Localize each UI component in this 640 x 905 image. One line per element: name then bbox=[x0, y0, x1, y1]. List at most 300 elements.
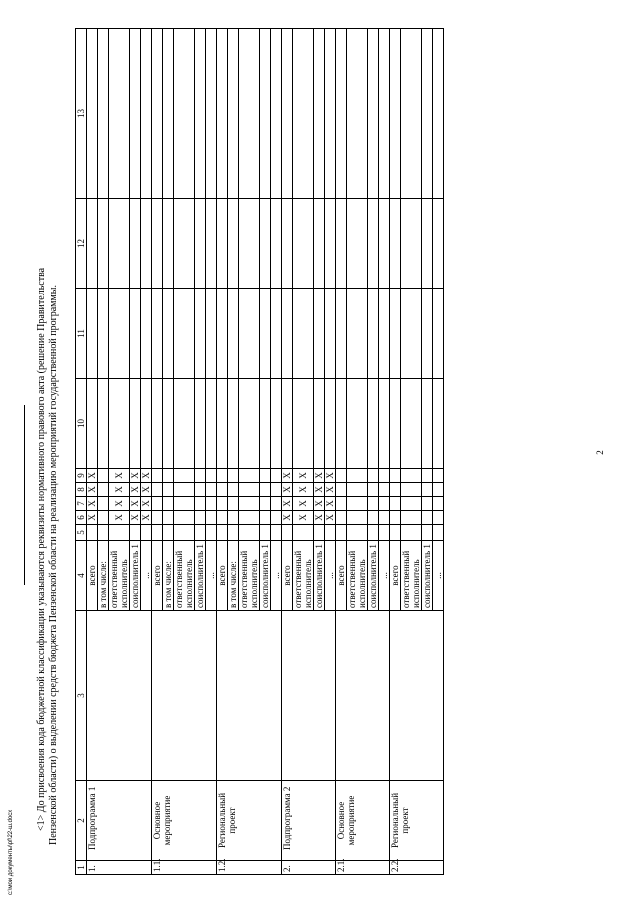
value-cell-5 bbox=[379, 525, 390, 541]
mark-cell-7 bbox=[174, 497, 195, 511]
value-cell-12 bbox=[390, 199, 401, 289]
value-cell-12 bbox=[163, 199, 174, 289]
column-number-3: 3 bbox=[76, 611, 87, 781]
value-cell-11 bbox=[336, 289, 347, 379]
value-cell-11 bbox=[217, 289, 228, 379]
mark-cell-6: Х bbox=[282, 511, 293, 525]
value-cell-13 bbox=[206, 29, 217, 199]
mark-cell-8 bbox=[422, 483, 433, 497]
funding-source-label: ... bbox=[206, 541, 217, 611]
mark-cell-6 bbox=[368, 511, 379, 525]
value-cell-13 bbox=[379, 29, 390, 199]
value-cell-10 bbox=[260, 379, 271, 469]
mark-cell-6: Х bbox=[141, 511, 152, 525]
mark-cell-6 bbox=[422, 511, 433, 525]
mark-cell-6 bbox=[336, 511, 347, 525]
column-number-7: 7 bbox=[76, 497, 87, 511]
mark-cell-6: Х bbox=[130, 511, 141, 525]
value-cell-13 bbox=[422, 29, 433, 199]
funding-source-label: соисполнитель 1 bbox=[260, 541, 271, 611]
value-cell-5 bbox=[109, 525, 130, 541]
value-cell-5 bbox=[347, 525, 368, 541]
value-cell-5 bbox=[87, 525, 98, 541]
mark-cell-8 bbox=[206, 483, 217, 497]
mark-cell-7 bbox=[195, 497, 206, 511]
footnote-line-2: Пензенской области) о выделении средств бюджета Пензенской области на реализацию мероприятий государственной программы. bbox=[48, 284, 59, 845]
table-row bbox=[217, 29, 228, 875]
value-cell-10 bbox=[109, 379, 130, 469]
funding-source-label: ответственный исполнитель bbox=[109, 541, 130, 611]
funding-source-label: ответственный исполнитель bbox=[347, 541, 368, 611]
column-number-1: 1 bbox=[76, 861, 87, 875]
value-cell-12 bbox=[195, 199, 206, 289]
table-row bbox=[336, 29, 347, 875]
value-cell-11 bbox=[260, 289, 271, 379]
column-number-13: 13 bbox=[76, 29, 87, 199]
mark-cell-9 bbox=[336, 469, 347, 483]
value-cell-10 bbox=[390, 379, 401, 469]
funding-source-label: ответственный исполнитель bbox=[174, 541, 195, 611]
value-cell-10 bbox=[98, 379, 109, 469]
row-number: 2. bbox=[282, 861, 336, 875]
value-cell-10 bbox=[401, 379, 422, 469]
column-number-2: 2 bbox=[76, 781, 87, 861]
mark-cell-8: Х bbox=[87, 483, 98, 497]
value-cell-12 bbox=[141, 199, 152, 289]
mark-cell-6 bbox=[206, 511, 217, 525]
mark-cell-9 bbox=[271, 469, 282, 483]
mark-cell-9 bbox=[390, 469, 401, 483]
value-cell-13 bbox=[390, 29, 401, 199]
value-cell-5 bbox=[401, 525, 422, 541]
mark-cell-8 bbox=[260, 483, 271, 497]
value-cell-5 bbox=[130, 525, 141, 541]
program-table bbox=[75, 28, 444, 875]
mark-cell-8 bbox=[368, 483, 379, 497]
value-cell-12 bbox=[260, 199, 271, 289]
value-cell-11 bbox=[368, 289, 379, 379]
value-cell-5 bbox=[368, 525, 379, 541]
item-name: Основное мероприятие bbox=[152, 781, 217, 861]
mark-cell-6 bbox=[260, 511, 271, 525]
value-cell-5 bbox=[433, 525, 444, 541]
funding-source-label: всего bbox=[87, 541, 98, 611]
column-numbers-row bbox=[76, 29, 87, 875]
column-number-11: 11 bbox=[76, 289, 87, 379]
value-cell-10 bbox=[282, 379, 293, 469]
column-number-8: 8 bbox=[76, 483, 87, 497]
budget-code-cell bbox=[336, 611, 390, 781]
mark-cell-8 bbox=[195, 483, 206, 497]
mark-cell-8 bbox=[174, 483, 195, 497]
funding-source-label: всего bbox=[336, 541, 347, 611]
mark-cell-8 bbox=[152, 483, 163, 497]
value-cell-10 bbox=[228, 379, 239, 469]
mark-cell-9: Х bbox=[141, 469, 152, 483]
mark-cell-9 bbox=[174, 469, 195, 483]
mark-cell-6 bbox=[152, 511, 163, 525]
value-cell-11 bbox=[282, 289, 293, 379]
column-number-12: 12 bbox=[76, 199, 87, 289]
mark-cell-9 bbox=[195, 469, 206, 483]
mark-cell-7: Х bbox=[109, 497, 130, 511]
funding-source-label: ответственный исполнитель bbox=[293, 541, 314, 611]
value-cell-12 bbox=[217, 199, 228, 289]
value-cell-5 bbox=[174, 525, 195, 541]
value-cell-12 bbox=[379, 199, 390, 289]
value-cell-12 bbox=[336, 199, 347, 289]
mark-cell-7 bbox=[336, 497, 347, 511]
mark-cell-6 bbox=[379, 511, 390, 525]
mark-cell-9 bbox=[228, 469, 239, 483]
value-cell-12 bbox=[130, 199, 141, 289]
mark-cell-7: Х bbox=[314, 497, 325, 511]
value-cell-11 bbox=[87, 289, 98, 379]
value-cell-11 bbox=[239, 289, 260, 379]
mark-cell-7 bbox=[433, 497, 444, 511]
mark-cell-6 bbox=[390, 511, 401, 525]
value-cell-5 bbox=[422, 525, 433, 541]
column-number-6: 6 bbox=[76, 511, 87, 525]
value-cell-5 bbox=[195, 525, 206, 541]
funding-source-label: всего bbox=[390, 541, 401, 611]
value-cell-13 bbox=[271, 29, 282, 199]
mark-cell-8 bbox=[401, 483, 422, 497]
mark-cell-8: Х bbox=[293, 483, 314, 497]
funding-source-label: всего bbox=[217, 541, 228, 611]
mark-cell-9: Х bbox=[130, 469, 141, 483]
value-cell-13 bbox=[174, 29, 195, 199]
funding-source-label: соисполнитель 1 bbox=[368, 541, 379, 611]
funding-source-label: ... bbox=[325, 541, 336, 611]
mark-cell-8 bbox=[271, 483, 282, 497]
value-cell-5 bbox=[98, 525, 109, 541]
mark-cell-7: Х bbox=[141, 497, 152, 511]
value-cell-11 bbox=[347, 289, 368, 379]
funding-source-label: в том числе: bbox=[163, 541, 174, 611]
mark-cell-8 bbox=[98, 483, 109, 497]
value-cell-13 bbox=[195, 29, 206, 199]
value-cell-5 bbox=[163, 525, 174, 541]
value-cell-11 bbox=[390, 289, 401, 379]
value-cell-12 bbox=[271, 199, 282, 289]
mark-cell-7 bbox=[390, 497, 401, 511]
footnote bbox=[36, 45, 60, 845]
mark-cell-9 bbox=[239, 469, 260, 483]
value-cell-12 bbox=[206, 199, 217, 289]
mark-cell-7 bbox=[206, 497, 217, 511]
value-cell-5 bbox=[217, 525, 228, 541]
funding-source-label: соисполнитель 1 bbox=[130, 541, 141, 611]
value-cell-13 bbox=[87, 29, 98, 199]
mark-cell-6 bbox=[228, 511, 239, 525]
value-cell-11 bbox=[163, 289, 174, 379]
funding-source-label: ... bbox=[141, 541, 152, 611]
value-cell-12 bbox=[368, 199, 379, 289]
value-cell-11 bbox=[174, 289, 195, 379]
value-cell-5 bbox=[206, 525, 217, 541]
value-cell-11 bbox=[433, 289, 444, 379]
table-row bbox=[282, 29, 293, 875]
row-number: 2.2. bbox=[390, 861, 444, 875]
mark-cell-6 bbox=[433, 511, 444, 525]
table-row bbox=[152, 29, 163, 875]
mark-cell-6: Х bbox=[109, 511, 130, 525]
mark-cell-8 bbox=[228, 483, 239, 497]
value-cell-11 bbox=[379, 289, 390, 379]
value-cell-13 bbox=[282, 29, 293, 199]
value-cell-13 bbox=[152, 29, 163, 199]
row-number: 1.1. bbox=[152, 861, 217, 875]
value-cell-13 bbox=[260, 29, 271, 199]
value-cell-5 bbox=[325, 525, 336, 541]
mark-cell-7 bbox=[401, 497, 422, 511]
value-cell-12 bbox=[325, 199, 336, 289]
value-cell-13 bbox=[433, 29, 444, 199]
mark-cell-9 bbox=[163, 469, 174, 483]
value-cell-12 bbox=[282, 199, 293, 289]
mark-cell-9: Х bbox=[325, 469, 336, 483]
mark-cell-6: Х bbox=[325, 511, 336, 525]
value-cell-10 bbox=[433, 379, 444, 469]
value-cell-10 bbox=[293, 379, 314, 469]
funding-source-label: ... bbox=[271, 541, 282, 611]
column-number-9: 9 bbox=[76, 469, 87, 483]
mark-cell-8 bbox=[347, 483, 368, 497]
value-cell-10 bbox=[163, 379, 174, 469]
row-number: 1.2. bbox=[217, 861, 282, 875]
funding-source-label: ... bbox=[433, 541, 444, 611]
mark-cell-8: Х bbox=[141, 483, 152, 497]
value-cell-11 bbox=[228, 289, 239, 379]
mark-cell-8 bbox=[163, 483, 174, 497]
value-cell-12 bbox=[314, 199, 325, 289]
column-number-10: 10 bbox=[76, 379, 87, 469]
mark-cell-8: Х bbox=[109, 483, 130, 497]
value-cell-13 bbox=[314, 29, 325, 199]
value-cell-10 bbox=[422, 379, 433, 469]
column-number-4: 4 bbox=[76, 541, 87, 611]
value-cell-12 bbox=[98, 199, 109, 289]
value-cell-13 bbox=[336, 29, 347, 199]
value-cell-10 bbox=[239, 379, 260, 469]
item-name: Основное мероприятие bbox=[336, 781, 390, 861]
mark-cell-8: Х bbox=[282, 483, 293, 497]
funding-source-label: в том числе: bbox=[98, 541, 109, 611]
mark-cell-7 bbox=[271, 497, 282, 511]
value-cell-12 bbox=[109, 199, 130, 289]
value-cell-5 bbox=[228, 525, 239, 541]
mark-cell-7: Х bbox=[130, 497, 141, 511]
funding-source-label: ответственный исполнитель bbox=[401, 541, 422, 611]
value-cell-11 bbox=[109, 289, 130, 379]
value-cell-13 bbox=[368, 29, 379, 199]
mark-cell-9 bbox=[401, 469, 422, 483]
value-cell-13 bbox=[163, 29, 174, 199]
mark-cell-8 bbox=[379, 483, 390, 497]
funding-source-label: всего bbox=[282, 541, 293, 611]
value-cell-10 bbox=[336, 379, 347, 469]
mark-cell-9 bbox=[152, 469, 163, 483]
mark-cell-8 bbox=[433, 483, 444, 497]
value-cell-10 bbox=[87, 379, 98, 469]
mark-cell-6 bbox=[239, 511, 260, 525]
value-cell-11 bbox=[314, 289, 325, 379]
value-cell-11 bbox=[98, 289, 109, 379]
mark-cell-9 bbox=[206, 469, 217, 483]
mark-cell-8 bbox=[239, 483, 260, 497]
value-cell-10 bbox=[325, 379, 336, 469]
mark-cell-8 bbox=[390, 483, 401, 497]
value-cell-13 bbox=[347, 29, 368, 199]
mark-cell-7: Х bbox=[325, 497, 336, 511]
value-cell-11 bbox=[130, 289, 141, 379]
budget-code-cell bbox=[152, 611, 217, 781]
mark-cell-9: Х bbox=[314, 469, 325, 483]
value-cell-11 bbox=[152, 289, 163, 379]
mark-cell-7 bbox=[379, 497, 390, 511]
value-cell-5 bbox=[390, 525, 401, 541]
value-cell-10 bbox=[141, 379, 152, 469]
funding-source-label: всего bbox=[152, 541, 163, 611]
mark-cell-9 bbox=[98, 469, 109, 483]
mark-cell-9 bbox=[433, 469, 444, 483]
value-cell-10 bbox=[152, 379, 163, 469]
value-cell-11 bbox=[195, 289, 206, 379]
mark-cell-6 bbox=[195, 511, 206, 525]
value-cell-5 bbox=[239, 525, 260, 541]
budget-code-cell bbox=[217, 611, 282, 781]
mark-cell-6 bbox=[163, 511, 174, 525]
value-cell-11 bbox=[293, 289, 314, 379]
value-cell-13 bbox=[130, 29, 141, 199]
value-cell-11 bbox=[141, 289, 152, 379]
funding-source-label: соисполнитель 1 bbox=[314, 541, 325, 611]
value-cell-13 bbox=[228, 29, 239, 199]
item-name: Подпрограмма 1 bbox=[87, 781, 152, 861]
value-cell-5 bbox=[282, 525, 293, 541]
mark-cell-6 bbox=[217, 511, 228, 525]
value-cell-13 bbox=[293, 29, 314, 199]
budget-code-cell bbox=[282, 611, 336, 781]
row-number: 1. bbox=[87, 861, 152, 875]
mark-cell-9: Х bbox=[87, 469, 98, 483]
mark-cell-7: Х bbox=[282, 497, 293, 511]
budget-code-cell bbox=[87, 611, 152, 781]
value-cell-11 bbox=[401, 289, 422, 379]
value-cell-10 bbox=[314, 379, 325, 469]
value-cell-12 bbox=[347, 199, 368, 289]
mark-cell-6 bbox=[98, 511, 109, 525]
table-row bbox=[87, 29, 98, 875]
item-name: Региональный проект bbox=[390, 781, 444, 861]
mark-cell-6 bbox=[347, 511, 368, 525]
value-cell-13 bbox=[141, 29, 152, 199]
mark-cell-7 bbox=[228, 497, 239, 511]
mark-cell-8: Х bbox=[314, 483, 325, 497]
mark-cell-9 bbox=[217, 469, 228, 483]
mark-cell-9 bbox=[260, 469, 271, 483]
budget-code-cell bbox=[390, 611, 444, 781]
value-cell-13 bbox=[325, 29, 336, 199]
mark-cell-6: Х bbox=[293, 511, 314, 525]
footnote-line-1: <1> До присвоения кода бюджетной классификации указываются реквизиты нормативного правового акта (решение Правительства bbox=[36, 267, 47, 831]
value-cell-10 bbox=[195, 379, 206, 469]
footnote-separator bbox=[24, 405, 25, 585]
mark-cell-7 bbox=[422, 497, 433, 511]
value-cell-5 bbox=[260, 525, 271, 541]
value-cell-10 bbox=[368, 379, 379, 469]
value-cell-5 bbox=[271, 525, 282, 541]
mark-cell-6: Х bbox=[87, 511, 98, 525]
value-cell-12 bbox=[87, 199, 98, 289]
mark-cell-6 bbox=[271, 511, 282, 525]
page-number: 2 bbox=[595, 450, 605, 455]
value-cell-5 bbox=[336, 525, 347, 541]
value-cell-5 bbox=[314, 525, 325, 541]
mark-cell-8 bbox=[217, 483, 228, 497]
funding-source-label: соисполнитель 1 bbox=[422, 541, 433, 611]
mark-cell-8: Х bbox=[325, 483, 336, 497]
mark-cell-9 bbox=[379, 469, 390, 483]
mark-cell-9: Х bbox=[282, 469, 293, 483]
value-cell-10 bbox=[217, 379, 228, 469]
value-cell-10 bbox=[206, 379, 217, 469]
value-cell-13 bbox=[401, 29, 422, 199]
value-cell-11 bbox=[271, 289, 282, 379]
mark-cell-6 bbox=[401, 511, 422, 525]
column-number-5: 5 bbox=[76, 525, 87, 541]
mark-cell-9 bbox=[368, 469, 379, 483]
value-cell-12 bbox=[401, 199, 422, 289]
value-cell-11 bbox=[422, 289, 433, 379]
file-path: c:\мои документы\pf\22-ш.docx bbox=[8, 809, 14, 895]
item-name: Подпрограмма 2 bbox=[282, 781, 336, 861]
item-name: Региональный проект bbox=[217, 781, 282, 861]
mark-cell-9: Х bbox=[109, 469, 130, 483]
mark-cell-7 bbox=[260, 497, 271, 511]
mark-cell-8 bbox=[336, 483, 347, 497]
mark-cell-7 bbox=[152, 497, 163, 511]
value-cell-13 bbox=[98, 29, 109, 199]
value-cell-5 bbox=[293, 525, 314, 541]
value-cell-10 bbox=[271, 379, 282, 469]
mark-cell-7 bbox=[368, 497, 379, 511]
row-number: 2.1. bbox=[336, 861, 390, 875]
value-cell-10 bbox=[130, 379, 141, 469]
value-cell-12 bbox=[433, 199, 444, 289]
value-cell-12 bbox=[174, 199, 195, 289]
table-row bbox=[390, 29, 401, 875]
value-cell-10 bbox=[379, 379, 390, 469]
mark-cell-7 bbox=[239, 497, 260, 511]
value-cell-12 bbox=[293, 199, 314, 289]
mark-cell-7 bbox=[98, 497, 109, 511]
value-cell-10 bbox=[347, 379, 368, 469]
funding-source-label: ... bbox=[379, 541, 390, 611]
value-cell-13 bbox=[217, 29, 228, 199]
mark-cell-9: Х bbox=[293, 469, 314, 483]
mark-cell-6: Х bbox=[314, 511, 325, 525]
value-cell-12 bbox=[422, 199, 433, 289]
mark-cell-7: Х bbox=[293, 497, 314, 511]
value-cell-11 bbox=[206, 289, 217, 379]
value-cell-10 bbox=[174, 379, 195, 469]
value-cell-13 bbox=[109, 29, 130, 199]
funding-source-label: соисполнитель 1 bbox=[195, 541, 206, 611]
mark-cell-9 bbox=[422, 469, 433, 483]
value-cell-5 bbox=[152, 525, 163, 541]
